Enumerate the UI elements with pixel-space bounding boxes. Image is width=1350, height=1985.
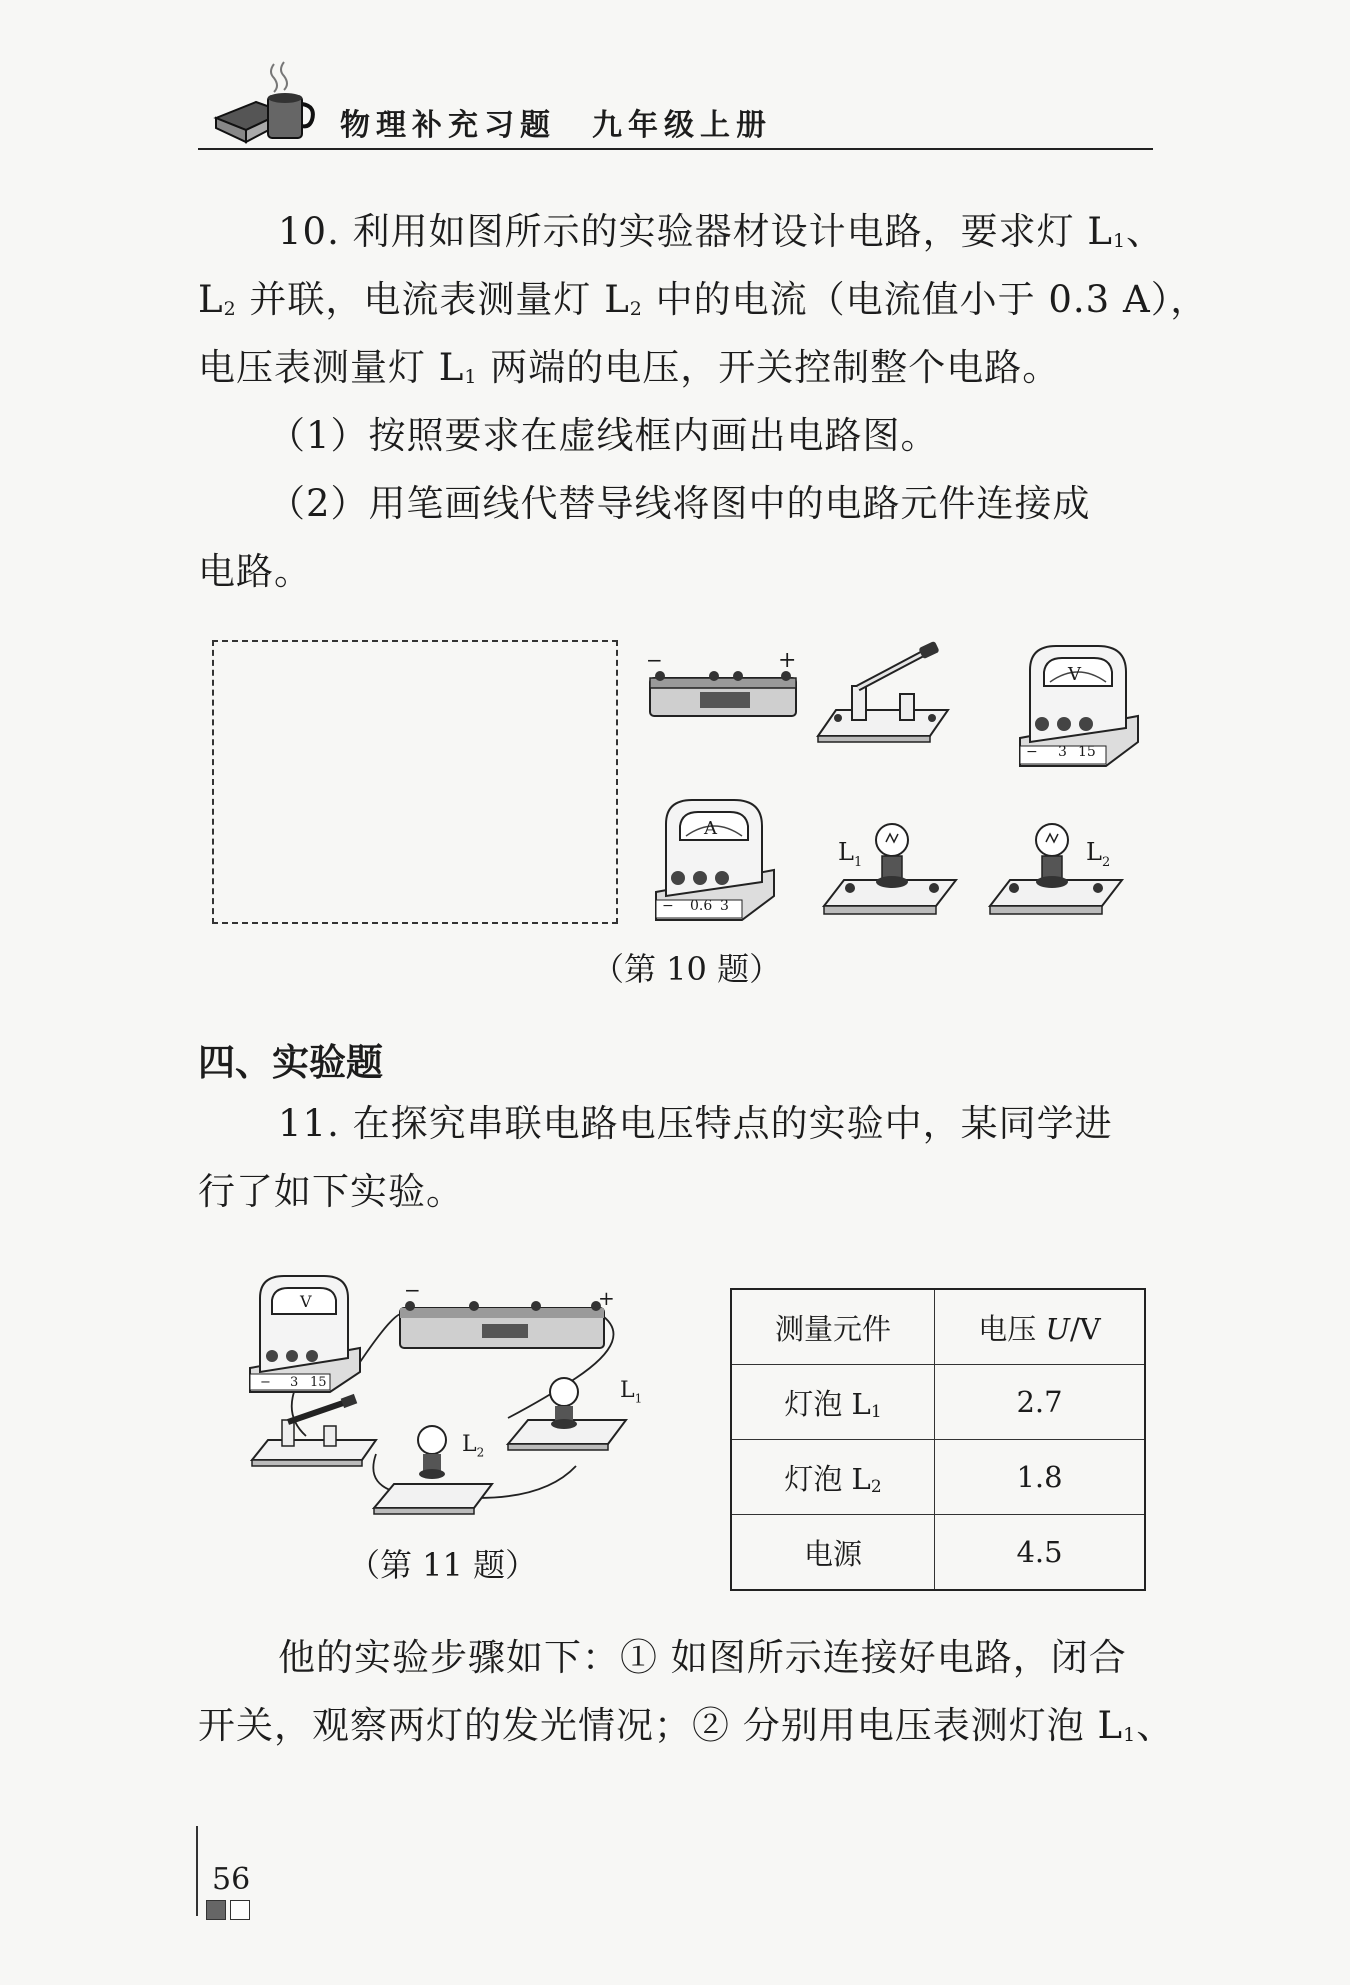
q11-line-1: 11. 在探究串联电路电压特点的实验中，某同学进 — [278, 1102, 1113, 1145]
voltmeter-scale-3: 3 — [1058, 744, 1067, 760]
page-marker-filled-square — [206, 1900, 226, 1920]
header-logo — [212, 58, 322, 148]
q11-line-2: 行了如下实验。 — [198, 1170, 464, 1213]
voltage-cell: 2.7 — [935, 1365, 1146, 1440]
voltmeter-symbol: V — [1068, 664, 1081, 685]
knife-switch-component — [814, 638, 954, 748]
q10-line-2: $L_2$ 并联，电流表测量灯 $L_2$ 中的电流（电流值小于 0.3 A）， — [198, 278, 1209, 321]
battery-plus-label: + — [778, 648, 797, 673]
q11-battery-minus-label: − — [404, 1278, 421, 1302]
component-cell: 灯泡 $L_2$ — [731, 1440, 935, 1515]
q11-battery-plus-label: + — [598, 1286, 615, 1310]
table-row — [731, 1515, 1145, 1591]
q10-line-1: 10. 利用如图所示的实验器材设计电路，要求灯 $L_1$、 — [278, 210, 1165, 253]
q10-part-2-line-2: 电路。 — [198, 550, 312, 593]
q11-steps-line-1: 他的实验步骤如下：① 如图所示连接好电路，闭合 — [278, 1636, 1127, 1679]
header-rule — [198, 148, 1153, 150]
voltage-cell: 4.5 — [935, 1515, 1146, 1591]
voltmeter-scale-15: 15 — [1078, 744, 1096, 760]
q11-lamp-l2-label: $L_2$ — [462, 1432, 485, 1460]
q11-steps-line-2: 开关，观察两灯的发光情况；② 分别用电压表测灯泡 $L_1$、 — [198, 1704, 1175, 1747]
lamp-l1-label: $L_1$ — [838, 838, 863, 870]
page-number: 56 — [212, 1862, 251, 1897]
table-header-row — [731, 1289, 1145, 1365]
table-row — [731, 1365, 1145, 1440]
ammeter-symbol: A — [704, 818, 717, 839]
page-marker-empty-square — [230, 1900, 250, 1920]
page-margin-rule — [196, 1826, 198, 1916]
q11-voltmeter-scale-15: 15 — [310, 1375, 327, 1390]
q10-part-2-line-1: （2）用笔画线代替导线将图中的电路元件连接成 — [268, 482, 1091, 525]
header-title: 物理补充习题 九年级上册 — [340, 108, 772, 143]
component-cell: 电源 — [731, 1515, 935, 1591]
battery-minus-label: − — [646, 648, 663, 672]
ammeter-scale-0-6: 0.6 — [690, 898, 713, 914]
voltage-measurement-table — [730, 1288, 1146, 1591]
component-cell: 灯泡 $L_1$ — [731, 1365, 935, 1440]
ammeter-scale-minus: − — [662, 898, 674, 914]
q11-voltmeter-symbol: V — [300, 1292, 312, 1311]
voltmeter-scale-minus: − — [1026, 744, 1038, 760]
q11-lamp-l1-label: $L_1$ — [620, 1378, 643, 1406]
table-row — [731, 1440, 1145, 1515]
header-component-cell: 测量元件 — [731, 1289, 935, 1365]
q10-line-3: 电压表测量灯 $L_1$ 两端的电压，开关控制整个电路。 — [198, 346, 1061, 389]
ammeter-scale-3: 3 — [720, 898, 729, 914]
q11-voltmeter-scale-minus: − — [260, 1375, 271, 1390]
q11-voltmeter-scale-3: 3 — [290, 1375, 299, 1390]
section-title: 四、实验题 — [198, 1041, 383, 1084]
q11-figure-caption: （第 11 题） — [348, 1546, 538, 1584]
lamp-l2-label: $L_2$ — [1086, 838, 1111, 870]
q10-part-1: （1）按照要求在虚线框内画出电路图。 — [268, 414, 939, 457]
header-voltage-cell: 电压 U/V — [935, 1289, 1146, 1365]
voltage-cell: 1.8 — [935, 1440, 1146, 1515]
circuit-diagram-answer-box[interactable] — [212, 640, 618, 924]
q10-figure-caption: （第 10 题） — [592, 950, 782, 988]
